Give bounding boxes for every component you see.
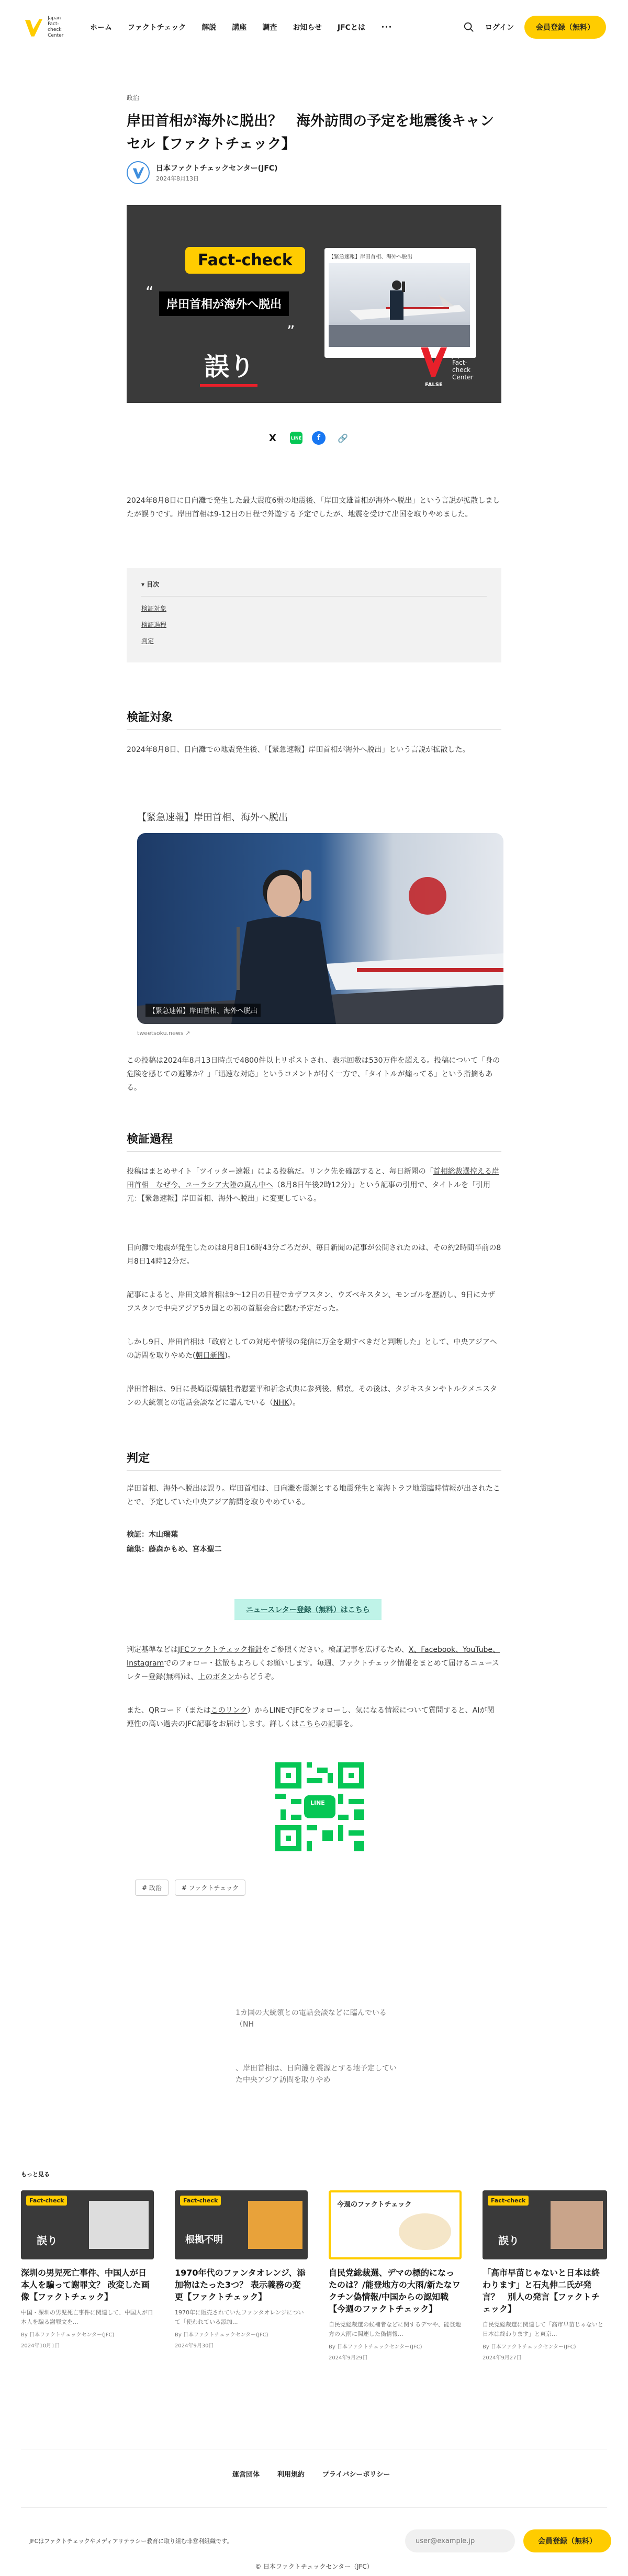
site-logo[interactable] bbox=[22, 16, 72, 39]
tweet-embed[interactable] bbox=[137, 810, 502, 1037]
thumb-badge: 今週のファクトチェック bbox=[337, 2201, 412, 2209]
related-author: By 日本ファクトチェックセンター(JFC) bbox=[21, 2332, 115, 2338]
related-thumbnail bbox=[175, 2190, 308, 2259]
text-span: しかし9日、岸田首相は「政府としての対応や情報の発信に万全を期すべきだと判断した」として、中央アジアへの訪問を取りやめた( bbox=[127, 1338, 497, 1360]
related-date: 2024年10月1日 bbox=[21, 2343, 60, 2349]
mainichi-article-link[interactable]: 首相総裁選控える岸田首相 なぜ今、ユーラシア大陸の真ん中へ bbox=[127, 1167, 499, 1189]
site-header bbox=[0, 0, 628, 54]
tag-politics[interactable]: # 政治 bbox=[135, 1880, 169, 1896]
publish-date: 2024年8月13日 bbox=[156, 175, 199, 182]
thumb-illustration bbox=[399, 2213, 451, 2250]
tweet-image-caption: 【緊急速報】岸田首相、海外へ脱出 bbox=[145, 1004, 261, 1017]
verdict-underline bbox=[200, 384, 257, 387]
text-span: また、QRコード（または bbox=[127, 1706, 211, 1715]
line-article-link[interactable]: こちらの記事 bbox=[298, 1720, 343, 1728]
thumb-photo bbox=[89, 2201, 149, 2249]
tag-factcheck[interactable]: # ファクトチェック bbox=[175, 1880, 245, 1896]
related-title: 深圳の男児死亡事件、中国人が日本人を騙って謝罪文？ 改変した画像【ファクトチェック】 bbox=[21, 2268, 150, 2302]
verdict-label: 誤り bbox=[204, 352, 255, 381]
toc-item-target[interactable]: 検証対象 bbox=[141, 605, 167, 612]
related-article-card[interactable] bbox=[329, 2190, 462, 2361]
sns-links[interactable]: X、Facebook、YouTube、Instagram bbox=[127, 1646, 500, 1668]
newsletter-inline-link[interactable]: 上のボタン bbox=[198, 1673, 235, 1681]
qr-code-icon bbox=[275, 1762, 364, 1851]
share-line-label: LINE bbox=[290, 435, 302, 441]
thumb-photo bbox=[551, 2201, 603, 2249]
more-heading: もっと見る bbox=[21, 2171, 50, 2178]
related-article-card[interactable] bbox=[483, 2190, 607, 2361]
related-date: 2024年9月27日 bbox=[483, 2355, 522, 2361]
related-author: By 日本ファクトチェックセンター(JFC) bbox=[483, 2344, 576, 2350]
thumb-verdict: 根拠不明 bbox=[185, 2234, 223, 2245]
divider bbox=[127, 1470, 501, 1471]
ghost-text-2: 、岸田首相は、日向灘を震源とする地予定していた中央アジア訪問を取りやめ bbox=[236, 2064, 397, 2084]
nav-explainer[interactable]: 解説 bbox=[201, 24, 217, 32]
stamp-text: Japan Fact-check Center bbox=[452, 352, 474, 381]
text-span: 判定基準などは bbox=[127, 1646, 178, 1654]
related-date: 2024年9月29日 bbox=[329, 2355, 368, 2361]
line-paragraph bbox=[127, 1704, 501, 1731]
pm-photo-icon bbox=[137, 833, 503, 1024]
ghost-text-1: 1カ国の大統領との電話会談などに臨んでいる（NH bbox=[236, 2009, 387, 2029]
hero-headline: 岸田首相が海外へ脱出 bbox=[159, 291, 289, 316]
airplane-photo-icon bbox=[329, 263, 470, 347]
related-author: By 日本ファクトチェックセンター(JFC) bbox=[329, 2344, 422, 2350]
tweet-source-text: tweetsoku.news bbox=[137, 1030, 184, 1037]
footer-description: JFCはファクトチェックやメディアリテラシー教育に取り組む非営利組織です。 bbox=[29, 2538, 233, 2545]
process-paragraph-4 bbox=[127, 1335, 501, 1363]
share-line-icon[interactable] bbox=[290, 432, 302, 444]
section-heading-target: 検証対象 bbox=[127, 711, 173, 724]
author-block bbox=[127, 161, 501, 184]
toc-heading[interactable]: ▾ 目次 bbox=[141, 580, 487, 597]
nav-home[interactable]: ホーム bbox=[90, 24, 112, 32]
thumb-badge: Fact-check bbox=[488, 2196, 529, 2206]
editors: 編集：藤森かもめ、宮本聖二 bbox=[127, 1545, 222, 1554]
footer-link-org[interactable]: 運営団体 bbox=[232, 2471, 260, 2479]
process-paragraph-3: 記事によると、岸田文雄首相は9〜12日の日程でカザフスタン、ウズベキスタン、モンゴルを歴訪し、9日にカザフスタンで中央アジア5カ国との初の首脳会合に臨む予定だった。 bbox=[127, 1291, 496, 1313]
related-title: 1970年代のファンタオレンジ、添加物はたった3つ？ 表示義務の変更【ファクトチェック】 bbox=[175, 2268, 306, 2302]
nav-lectures[interactable]: 講座 bbox=[232, 24, 247, 32]
hero-card-caption: 【緊急速報】岸田首相、海外へ脱出 bbox=[329, 254, 412, 260]
email-input[interactable] bbox=[405, 2529, 515, 2552]
hero-card-photo bbox=[329, 263, 470, 347]
guideline-link[interactable]: JFCファクトチェック指針 bbox=[178, 1646, 263, 1654]
asahi-link[interactable]: 朝日新聞 bbox=[195, 1352, 225, 1360]
toc-item-process[interactable]: 検証過程 bbox=[141, 621, 167, 628]
text-span: をご参照ください。検証記事を広げるため、 bbox=[262, 1646, 409, 1654]
copy-link-icon[interactable]: 🔗 bbox=[338, 433, 348, 443]
related-title: 自民党総裁選、デマの標的になったのは？/能登地方の大雨/新たなワクチン偽情報/中国からの認知戦【今週のファクトチェック】 bbox=[329, 2268, 461, 2314]
thumb-photo bbox=[248, 2201, 302, 2249]
follow-paragraph bbox=[127, 1643, 501, 1684]
article-title: 岸田首相が海外に脱出？ 海外訪問の予定を地震後キャンセル【ファクトチェック】 bbox=[127, 113, 494, 152]
thumb-badge: Fact-check bbox=[26, 2196, 67, 2206]
text-span: 投稿はまとめサイト「ツイッター速報」による投稿だ。リンク先を確認すると、毎日新聞の「 bbox=[127, 1167, 433, 1176]
footer-links bbox=[232, 2469, 390, 2479]
related-date: 2024年9月30日 bbox=[175, 2343, 214, 2349]
quote-open-icon: “ bbox=[145, 284, 154, 302]
footer-signup-button[interactable]: 会員登録（無料） bbox=[523, 2529, 611, 2552]
footer-link-terms[interactable]: 利用規約 bbox=[277, 2471, 305, 2479]
hero-screenshot-card bbox=[324, 248, 476, 358]
related-excerpt: 中国・深圳の男児死亡事件に関連して、中国人が日本人を騙る謝罪文を... bbox=[21, 2309, 153, 2325]
fact-check-badge: Fact-check bbox=[185, 247, 305, 274]
main-nav bbox=[90, 22, 392, 32]
nav-factcheck[interactable]: ファクトチェック bbox=[128, 24, 186, 32]
qr-line-label: LINE bbox=[310, 1799, 325, 1806]
hero-image bbox=[127, 205, 501, 403]
text-span: ）。 bbox=[289, 1399, 300, 1407]
related-thumbnail bbox=[329, 2190, 462, 2259]
table-of-contents bbox=[127, 568, 501, 662]
related-excerpt: 自民党総裁選に関連して「高市早苗じゃないと日本は終わります」と東京... bbox=[483, 2321, 603, 2337]
logo-text: Japan Fact-check Center bbox=[48, 16, 64, 38]
tweet-image bbox=[137, 833, 503, 1024]
copyright: © 日本ファクトチェックセンター（JFC） bbox=[255, 2563, 373, 2570]
text-span: でのフォロー・拡散もよろしくお願いします。毎週、ファクトチェック情報をまとめて届けるニュースレター登録(無料)は、 bbox=[127, 1659, 500, 1681]
related-excerpt: 1970年に販売されていたファンタオレンジについて「使われている添加... bbox=[175, 2309, 304, 2325]
footer-link-privacy[interactable]: プライバシーポリシー bbox=[322, 2471, 390, 2479]
related-article-card[interactable] bbox=[175, 2190, 308, 2349]
divider bbox=[127, 1151, 501, 1152]
section-heading-process: 検証過程 bbox=[127, 1133, 173, 1146]
jfc-avatar-icon bbox=[131, 165, 145, 180]
related-thumbnail bbox=[21, 2190, 154, 2259]
author-avatar[interactable] bbox=[127, 161, 150, 184]
related-article-card[interactable] bbox=[21, 2190, 154, 2349]
nav-news[interactable]: お知らせ bbox=[293, 24, 322, 32]
toc-item-verdict[interactable]: 判定 bbox=[141, 637, 154, 645]
article-category[interactable]: 政治 bbox=[127, 94, 140, 102]
intro-paragraph: 2024年8月8日に日向灘で発生した最大震度6弱の地震後、「岸田文雄首相が海外へ脱出」という言説が拡散しましたが誤りです。岸田首相は9-12日の日程で外遊する予定でしたが、地震を受けて出国を取りやめました。 bbox=[127, 497, 500, 519]
nav-about[interactable]: JFCとは bbox=[337, 24, 365, 32]
share-buttons bbox=[265, 430, 351, 446]
related-excerpt: 自民党総裁選の候補者などに関するデマや、能登地方の大雨に関連した偽情報... bbox=[329, 2321, 461, 2337]
text-span: 岸田首相は、9日に長崎原爆犠牲者慰霊平和祈念式典に参列後、帰京。その後は、タジキスタンやトルクメニスタンの大統領との電話会談などに臨んでいる（ bbox=[127, 1385, 497, 1407]
verifier: 検証：木山瑞葉 bbox=[127, 1531, 178, 1539]
nav-more[interactable]: ･･･ bbox=[380, 24, 392, 32]
text-span: ）からLINEでJFCをフォローし、気になる情報について質問すると、AIが関連性の高い過去のJFC記事をお届けします。詳しくは bbox=[127, 1706, 495, 1728]
jfc-logo-icon bbox=[22, 16, 44, 39]
tweet-source-link[interactable]: tweetsoku.news ↗ bbox=[137, 1030, 190, 1037]
tweet-stats-paragraph: この投稿は2024年8月13日時点で4800件以上リポストされ、表示回数は530万件を超える。投稿について「身の危険を感じての避難か？」「迅速な対応」というコメントが付く一方で、「タイトルが煽ってる」という指摘もある。 bbox=[127, 1056, 500, 1092]
thumb-verdict: 誤り bbox=[37, 2234, 58, 2247]
process-paragraph-5 bbox=[127, 1382, 501, 1410]
author-name[interactable]: 日本ファクトチェックセンター(JFC) bbox=[156, 164, 278, 173]
share-x-icon[interactable]: X bbox=[269, 432, 276, 444]
quote-close-icon: ” bbox=[287, 323, 295, 341]
line-qr-code[interactable] bbox=[275, 1762, 364, 1851]
target-paragraph: 2024年8月8日、日向灘での地震発生後、「【緊急速報】岸田首相が海外へ脱出」という言説が拡散した。 bbox=[127, 746, 470, 754]
share-facebook-icon[interactable]: f bbox=[312, 431, 326, 445]
related-thumbnail bbox=[483, 2190, 607, 2259]
related-title: 「高市早苗じゃないと日本は終わります」と石丸伸二氏が発言？ 別人の発言【ファクトチェック】 bbox=[483, 2268, 600, 2314]
process-paragraph-2: 日向灘で地震が発生したのは8月8日16時43分ごろだが、毎日新聞の記事が公開されたのは、その約2時間半前の8月8日14時12分だ。 bbox=[127, 1244, 501, 1266]
false-stamp bbox=[420, 346, 474, 388]
tweet-title: 【緊急速報】岸田首相、海外へ脱出 bbox=[137, 812, 288, 823]
text-span: を。 bbox=[342, 1720, 357, 1728]
related-author: By 日本ファクトチェックセンター(JFC) bbox=[175, 2332, 268, 2338]
footer-divider bbox=[21, 2507, 607, 2508]
newsletter-button[interactable]: ニュースレター登録（無料）はこちら bbox=[234, 1599, 382, 1620]
login-link[interactable]: ログイン bbox=[485, 24, 514, 32]
process-paragraph-1 bbox=[127, 1165, 501, 1206]
section-heading-verdict: 判定 bbox=[127, 1452, 150, 1465]
divider bbox=[127, 729, 501, 730]
line-link[interactable]: このリンク bbox=[210, 1706, 248, 1715]
toc-heading-label: 目次 bbox=[147, 581, 160, 588]
member-signup-button[interactable]: 会員登録（無料） bbox=[524, 16, 606, 39]
text-span: )。 bbox=[225, 1352, 235, 1360]
stamp-false: FALSE bbox=[425, 382, 443, 388]
verdict-paragraph: 岸田首相、海外へ脱出は誤り。岸田首相は、日向灘を震源とする地震発生と南海トラフ地震臨時情報が出されたことで、予定していた中央アジア訪問を取りやめている。 bbox=[127, 1484, 500, 1506]
nhk-link[interactable]: NHK bbox=[273, 1399, 289, 1407]
nav-research[interactable]: 調査 bbox=[262, 24, 277, 32]
text-span: （8月8日午後2時12分）」という記事の引用で、タイトルを「引用元：【緊急速報】岸田首相、海外へ脱出」に変更している。 bbox=[127, 1181, 490, 1203]
thumb-verdict: 誤り bbox=[498, 2234, 519, 2247]
thumb-badge: Fact-check bbox=[180, 2196, 221, 2206]
search-icon[interactable] bbox=[463, 21, 475, 33]
false-check-icon bbox=[420, 346, 448, 378]
text-span: からどうぞ。 bbox=[234, 1673, 279, 1681]
tag-list bbox=[135, 1880, 245, 1896]
